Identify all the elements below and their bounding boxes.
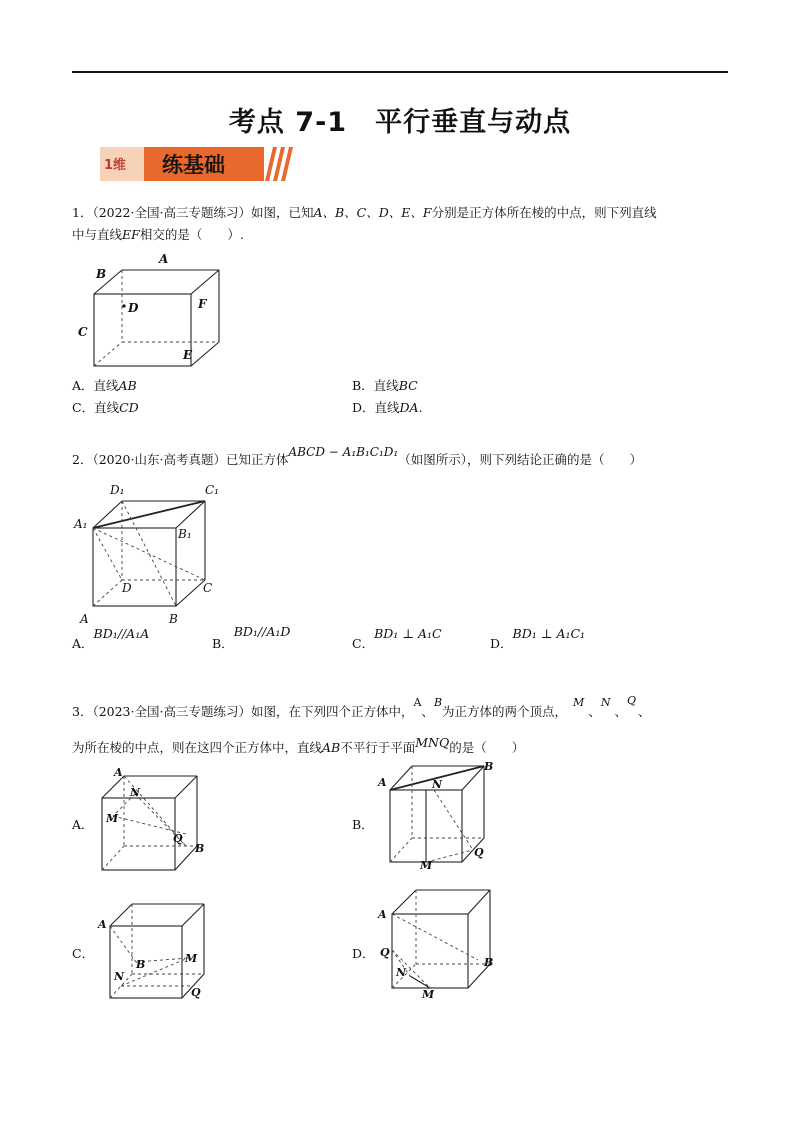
q3d-label-m: M: [422, 988, 435, 1001]
q3b-label-m: M: [420, 859, 433, 872]
q3-figure-b: [374, 756, 504, 874]
q3-option-d[interactable]: D．: [352, 946, 375, 961]
q1-label-b: B: [96, 267, 107, 281]
q2-label-c1: C₁: [205, 483, 219, 497]
q1-option-d[interactable]: D．直线DA.: [352, 400, 423, 415]
q3b-label-n: N: [432, 778, 443, 791]
q1-option-c[interactable]: C．直线CD: [72, 400, 139, 415]
q2-option-b[interactable]: B．BD₁//A₁D: [212, 624, 291, 651]
q3d-label-a: A: [378, 908, 387, 921]
q3-option-a[interactable]: A．: [72, 817, 94, 832]
q1-cube-figure: [72, 250, 222, 370]
q2-label-a: A: [80, 612, 89, 626]
banner-label: 练基础: [162, 153, 225, 177]
banner-tag-label: 1维: [104, 158, 127, 173]
q3b-label-b: B: [484, 760, 494, 773]
q3a-label-q: Q: [173, 832, 183, 845]
q3c-label-n: N: [114, 970, 125, 983]
q3a-label-m: M: [106, 812, 119, 825]
q2-option-c[interactable]: C．BD₁ ⊥ A₁C: [352, 626, 442, 651]
top-rule: [72, 71, 728, 73]
q3a-label-n: N: [130, 786, 141, 799]
q3c-label-a: A: [98, 918, 107, 931]
q1-line1: 1．（2022·全国·高三专题练习）如图，已知A、B、C、D、E、F分别是正方体所在棱的中点，则下列直线: [72, 205, 657, 220]
q2-option-a[interactable]: A．BD₁//A₁A: [72, 626, 150, 651]
q2-option-d[interactable]: D．BD₁ ⊥ A₁C₁: [490, 626, 586, 651]
q1-option-b[interactable]: B．直线BC: [352, 378, 418, 393]
q3-option-b[interactable]: B．: [352, 817, 374, 832]
q2-label-d: D: [122, 581, 132, 595]
q3-line2: 为所在棱的中点，则在这四个正方体中，直线AB不平行于平面MNQ的是（ ）: [72, 735, 525, 755]
q2-label-b1: B₁: [178, 527, 192, 541]
banner-stripes-icon: [263, 147, 293, 181]
q1-label-e: E: [183, 348, 193, 362]
q2-cube-figure: [72, 478, 222, 626]
q3d-label-q: Q: [380, 946, 390, 959]
q1-label-a: A: [159, 252, 169, 266]
q3a-label-b: B: [195, 842, 205, 855]
q1-label-c: C: [78, 325, 88, 339]
q2-label-c: C: [203, 581, 213, 595]
q3-figure-d: [374, 884, 504, 1002]
q3b-label-q: Q: [474, 846, 484, 859]
q1-label-f: F: [198, 297, 207, 311]
q2-line1: 2．（2020·山东·高考真题）已知正方体ABCD − A₁B₁C₁D₁（如图所示），则下列结论正确的是（ ）: [72, 445, 642, 467]
q3b-label-a: A: [378, 776, 387, 789]
q1-label-d: D: [128, 301, 139, 315]
q3a-label-a: A: [114, 766, 123, 779]
q3c-label-q: Q: [191, 986, 201, 999]
q3c-label-b: B: [136, 958, 146, 971]
q3c-label-m: M: [185, 952, 198, 965]
q2-label-b: B: [169, 612, 178, 626]
page-title: 考点 7-1 平行垂直与动点: [228, 107, 572, 138]
q3d-label-b: B: [484, 956, 494, 969]
q2-label-a1: A₁: [74, 517, 88, 531]
q3d-label-n: N: [396, 966, 407, 979]
q1-option-a[interactable]: A．直线AB: [72, 378, 137, 393]
q3-figure-c: [94, 900, 214, 1004]
q1-line2: 中与直线EF相交的是（ ）.: [72, 227, 244, 242]
q3-figure-a: [92, 766, 217, 878]
q2-label-d1: D₁: [110, 483, 125, 497]
q3-line1: 3．（2023·全国·高三专题练习）如图，在下列四个正方体中，A、B为正方体的两个顶点，M、N、Q、: [72, 694, 651, 719]
q3-option-c[interactable]: C．: [72, 946, 95, 961]
